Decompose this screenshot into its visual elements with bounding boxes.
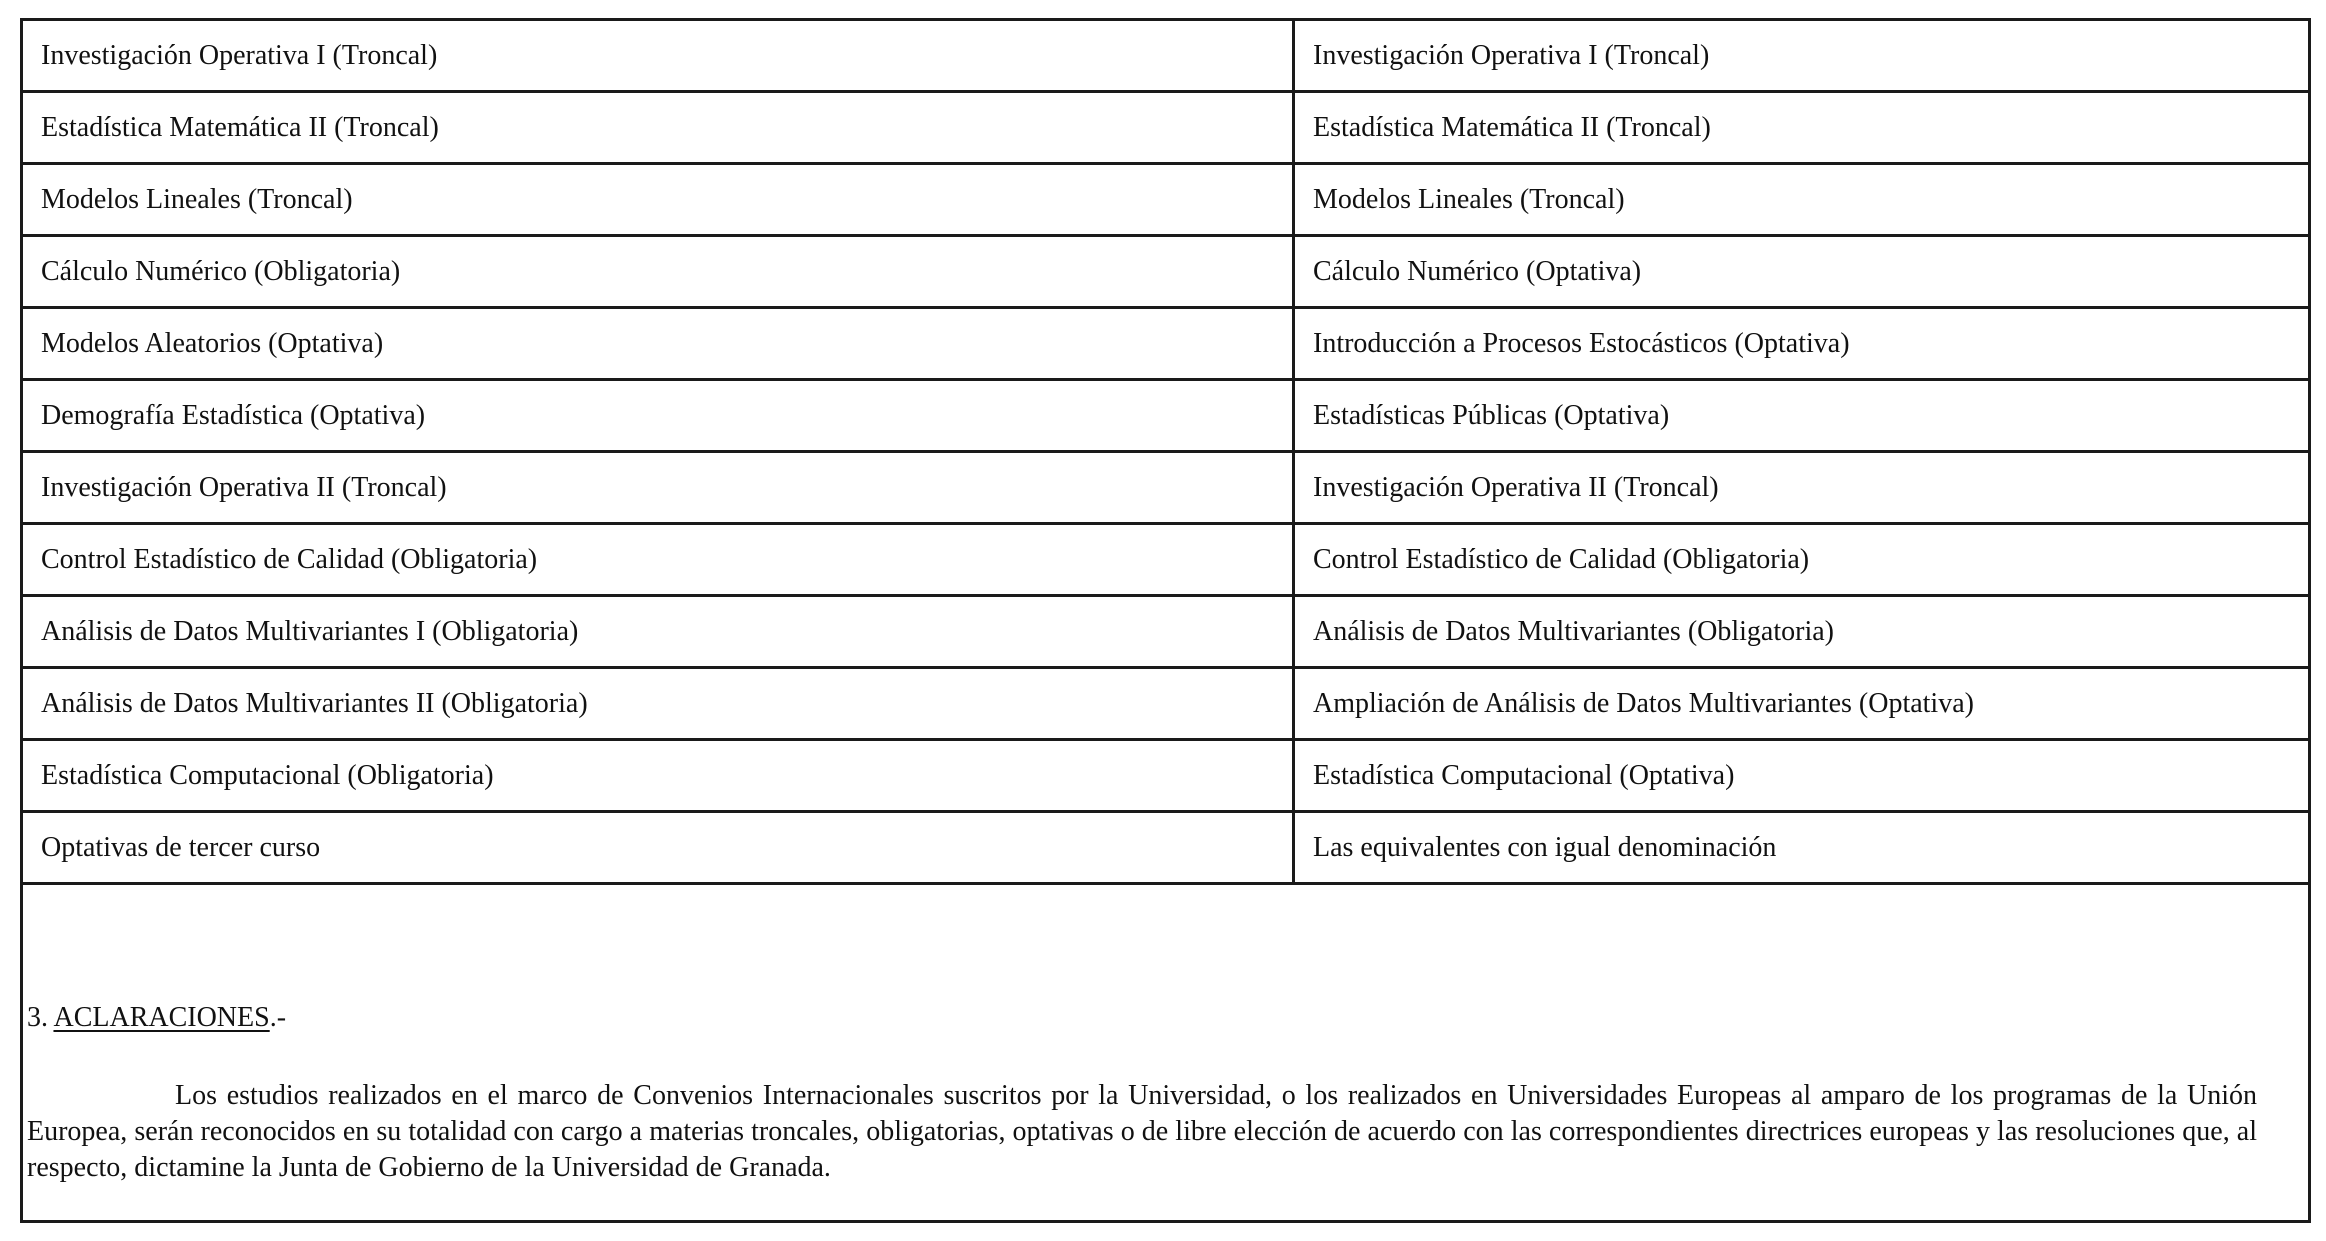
table-cell-equivalent: Análisis de Datos Multivariantes (Obligatoria)	[1294, 596, 2310, 668]
section-paragraph: Los estudios realizados en el marco de Convenios Internacionales suscritos por la Universidad, o los realizados en Universidades Europeas al amparo de los programas de la Unión Europea, serán reconocidos en su totalidad con cargo a materias troncales, obligatorias, optativas o de libre elección de acuerdo con las correspondientes directrices europeas y las resoluciones que, al respecto, dictamine la Junta de Gobierno de la Universidad de Granada.	[27, 1080, 2257, 1183]
table-cell-equivalent: Ampliación de Análisis de Datos Multivariantes (Optativa)	[1294, 668, 2310, 740]
table-cell-equivalent: Estadística Computacional (Optativa)	[1294, 740, 2310, 812]
table-row	[22, 812, 2310, 884]
table-row	[22, 92, 2310, 164]
notes-section	[27, 1002, 2257, 1186]
table-cell-origin: Análisis de Datos Multivariantes II (Obligatoria)	[22, 668, 1294, 740]
table-cell-equivalent: Estadística Matemática II (Troncal)	[1294, 92, 2310, 164]
table-cell-origin: Control Estadístico de Calidad (Obligatoria)	[22, 524, 1294, 596]
section-heading	[27, 1002, 2257, 1034]
table-cell-origin: Estadística Matemática II (Troncal)	[22, 92, 1294, 164]
table-cell-origin: Modelos Aleatorios (Optativa)	[22, 308, 1294, 380]
table-row	[22, 524, 2310, 596]
table-cell-equivalent: Introducción a Procesos Estocásticos (Optativa)	[1294, 308, 2310, 380]
table-row	[22, 20, 2310, 92]
table-row	[22, 164, 2310, 236]
table-cell-origin: Optativas de tercer curso	[22, 812, 1294, 884]
table-cell-origin: Demografía Estadística (Optativa)	[22, 380, 1294, 452]
table-cell-equivalent: Control Estadístico de Calidad (Obligatoria)	[1294, 524, 2310, 596]
table-cell-equivalent: Modelos Lineales (Troncal)	[1294, 164, 2310, 236]
table-cell-equivalent: Investigación Operativa II (Troncal)	[1294, 452, 2310, 524]
table-row	[22, 740, 2310, 812]
table-row	[22, 308, 2310, 380]
table-cell-origin: Cálculo Numérico (Obligatoria)	[22, 236, 1294, 308]
table-cell-equivalent: Estadísticas Públicas (Optativa)	[1294, 380, 2310, 452]
table-cell-origin: Análisis de Datos Multivariantes I (Obligatoria)	[22, 596, 1294, 668]
table-cell-origin: Investigación Operativa II (Troncal)	[22, 452, 1294, 524]
section-title: ACLARACIONES	[53, 1002, 270, 1033]
table-cell-equivalent: Investigación Operativa I (Troncal)	[1294, 20, 2310, 92]
table-cell-equivalent: Las equivalentes con igual denominación	[1294, 812, 2310, 884]
table-cell-equivalent: Cálculo Numérico (Optativa)	[1294, 236, 2310, 308]
section-title-suffix: .-	[269, 1002, 287, 1033]
equivalence-table	[20, 18, 2311, 885]
table-row	[22, 380, 2310, 452]
table-cell-origin: Investigación Operativa I (Troncal)	[22, 20, 1294, 92]
section-number: 3.	[27, 1002, 48, 1033]
table-cell-origin: Modelos Lineales (Troncal)	[22, 164, 1294, 236]
table-cell-origin: Estadística Computacional (Obligatoria)	[22, 740, 1294, 812]
table-row	[22, 596, 2310, 668]
table-row	[22, 668, 2310, 740]
table-row	[22, 452, 2310, 524]
table-row	[22, 236, 2310, 308]
